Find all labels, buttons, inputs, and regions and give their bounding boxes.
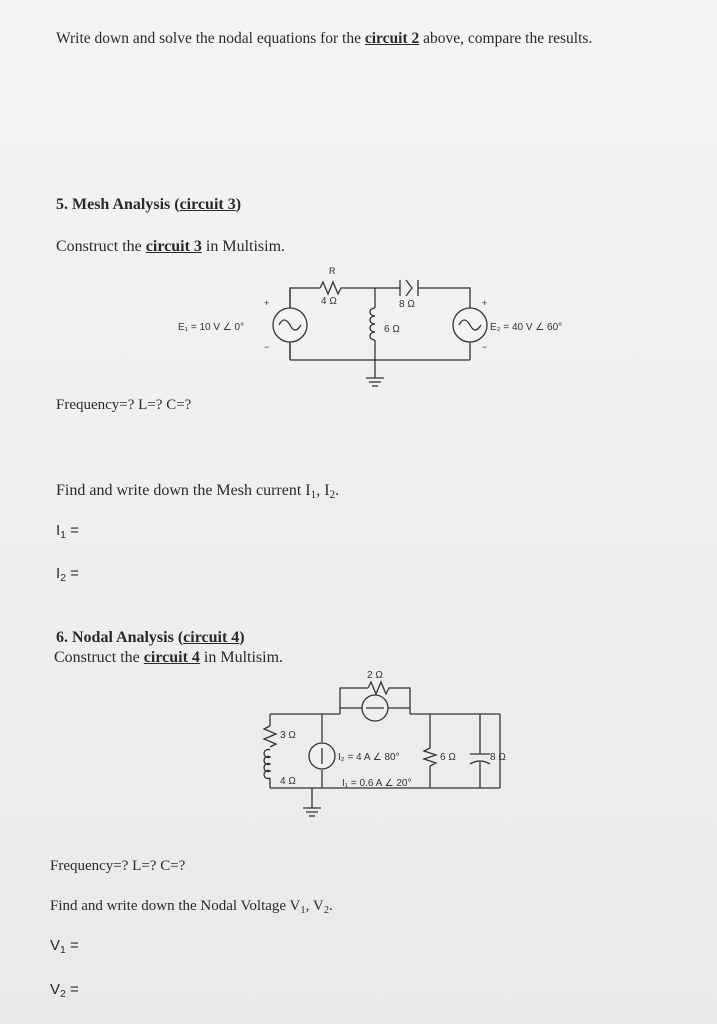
resistor-right-label: 6 Ω — [440, 752, 456, 763]
section5-frequency: Frequency=? L=? C=? — [56, 397, 192, 413]
find-mesh-sub2: 2 — [329, 489, 336, 501]
section5-construct-prefix: Construct the — [56, 238, 146, 255]
section5-find-mesh — [56, 482, 339, 500]
section6-frequency: Frequency=? L=? C=? — [50, 858, 186, 874]
v2-label: V — [50, 981, 61, 998]
circuit3-small-label: R — [329, 266, 336, 276]
answer-i2 — [56, 565, 79, 582]
answer-i1 — [56, 522, 79, 539]
section5-construct-link: circuit 3 — [145, 238, 202, 255]
resistor-right-symbol — [424, 748, 436, 766]
section5-title: Mesh Analysis ( — [72, 196, 180, 213]
v2-eq: = — [65, 981, 79, 998]
capacitor-right-label: 8 Ω — [490, 752, 506, 763]
find-nodal-sub2: 2 — [323, 905, 329, 916]
i1-sub: 1 — [60, 529, 67, 541]
v1-eq: = — [65, 937, 79, 954]
section6-construct-suffix: in Multisim. — [199, 649, 284, 666]
find-mesh-text: Find and write down the Mesh current I — [56, 482, 311, 499]
section5-number: 5. — [56, 196, 68, 213]
circuit3-diagram — [0, 258, 717, 398]
section5-construct-suffix: in Multisim. — [201, 238, 286, 255]
find-nodal-text: Find and write down the Nodal Voltage V — [50, 898, 301, 914]
source-e2-label: E₂ = 40 V ∠ 60° — [490, 322, 563, 333]
i1-label: I — [56, 522, 61, 539]
i2-label: I — [56, 565, 61, 582]
section5-circuit-link: circuit 3 — [179, 196, 236, 213]
intro-instruction — [56, 30, 592, 48]
source-e2-minus: − — [482, 342, 488, 352]
intro-suffix: above, compare the results. — [419, 30, 593, 47]
resistor-left-symbol — [264, 726, 276, 747]
intro-circuit-link: circuit 2 — [364, 30, 420, 47]
v1-label: V — [50, 937, 61, 954]
find-mesh-mid: , I — [316, 482, 330, 499]
find-mesh-sub1: 1 — [310, 489, 317, 501]
answer-v1 — [50, 937, 79, 954]
find-nodal-sub1: 1 — [300, 905, 306, 916]
section5-close: ) — [235, 196, 242, 213]
find-nodal-end: . — [328, 898, 333, 914]
wire-right-top — [418, 288, 470, 308]
section5-heading — [56, 196, 241, 214]
capacitor-c1-symbol — [406, 280, 412, 296]
inductor-l1-label: 6 Ω — [384, 324, 400, 335]
section6-construct-prefix: Construct the — [54, 649, 144, 666]
inductor-left-label: 4 Ω — [280, 776, 296, 787]
resistor-r1-label: 4 Ω — [321, 296, 337, 307]
resistor-r1-symbol — [320, 282, 344, 294]
source-e1-label: E₁ = 10 V ∠ 0° — [178, 322, 245, 333]
section6-construct-link: circuit 4 — [143, 649, 200, 666]
i1-eq: = — [66, 522, 79, 539]
answer-v2 — [50, 981, 79, 998]
section6-number: 6. — [56, 629, 68, 646]
i2-sub: 2 — [60, 572, 67, 584]
circuit4-diagram — [0, 668, 717, 828]
wire-top-right — [392, 688, 410, 708]
inductor-left-symbol — [264, 750, 270, 779]
v1-sub: 1 — [60, 944, 66, 956]
resistor-left-label: 3 Ω — [280, 730, 296, 741]
section6-construct — [54, 649, 283, 667]
capacitor-c1-label: 8 Ω — [399, 299, 415, 310]
section6-title: Nodal Analysis ( — [72, 629, 184, 646]
find-nodal-mid: , V — [305, 898, 324, 914]
inductor-l1-symbol — [370, 308, 375, 340]
section6-circuit-link: circuit 4 — [183, 629, 240, 646]
find-mesh-end: . — [335, 482, 340, 499]
source-e2-plus: + — [482, 298, 488, 308]
source-e1-plus: + — [264, 298, 270, 308]
i2-eq: = — [66, 565, 79, 582]
current-source-i1-label: I₁ = 0.6 A ∠ 20° — [342, 778, 412, 789]
source-e1-minus: − — [264, 342, 270, 352]
section5-construct — [56, 238, 285, 256]
resistor-top-symbol — [368, 682, 392, 694]
section6-heading — [56, 629, 245, 647]
resistor-top-label: 2 Ω — [367, 670, 383, 681]
intro-prefix: Write down and solve the nodal equations for the — [56, 30, 365, 47]
section6-close: ) — [239, 629, 245, 646]
section6-find-nodal — [50, 898, 333, 915]
v2-sub: 2 — [60, 988, 66, 1000]
current-source-i2-label: I₂ = 4 A ∠ 80° — [338, 752, 400, 763]
